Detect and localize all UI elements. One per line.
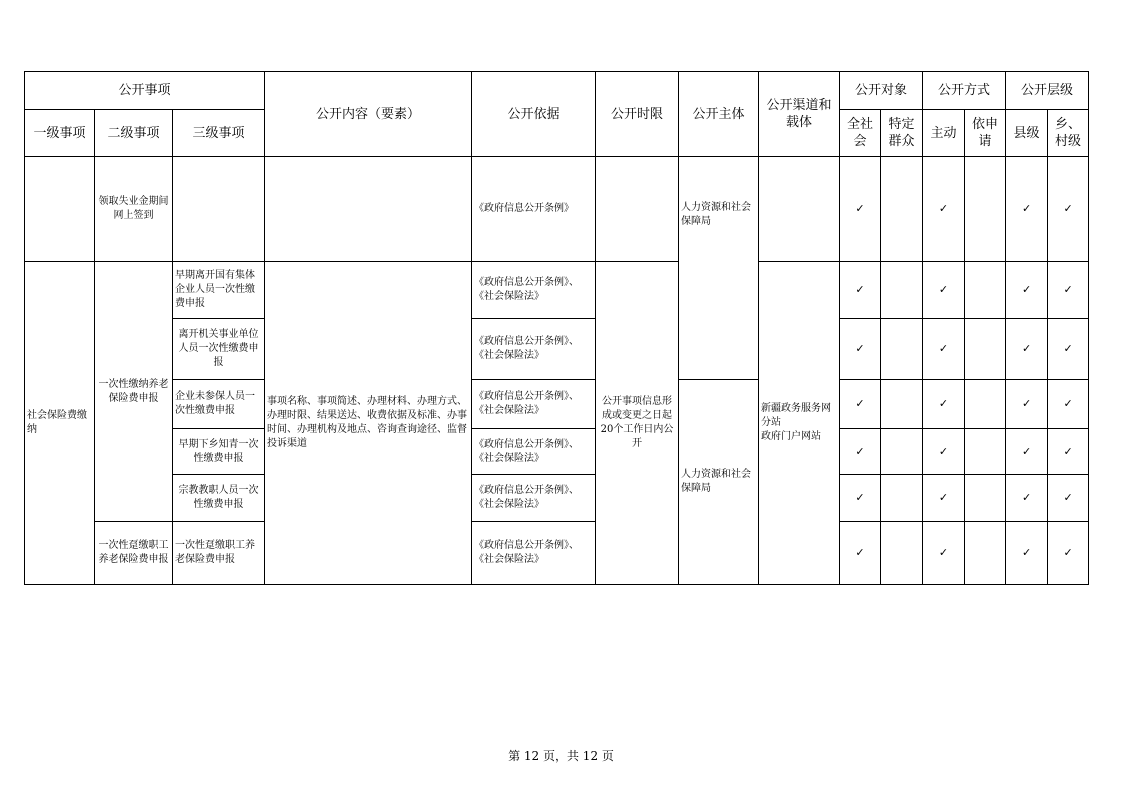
cell-basis: 《政府信息公开条例》、《社会保险法》 (472, 429, 596, 475)
disclosure-table (24, 71, 1089, 585)
check-mark (881, 522, 923, 585)
cell-level3: 早期下乡知青一次性缴费申报 (173, 429, 265, 475)
check-mark: ✓ (1006, 319, 1048, 380)
table-row (25, 429, 1089, 475)
cell-level2: 一次性趸缴职工养老保险费申报 (95, 522, 173, 585)
cell-basis: 《政府信息公开条例》 (472, 157, 596, 262)
cell-subject-merged: 人力资源和社会保障局 (679, 380, 759, 585)
cell-time-limit (596, 157, 679, 262)
header-level3: 三级事项 (173, 110, 265, 157)
cell-basis: 《政府信息公开条例》、《社会保险法》 (472, 380, 596, 429)
table-row (25, 319, 1089, 380)
header-method: 公开方式 (923, 72, 1006, 110)
header-target: 公开对象 (840, 72, 923, 110)
table-row (25, 475, 1089, 522)
table-row (25, 380, 1089, 429)
check-mark: ✓ (1006, 475, 1048, 522)
header-level2: 二级事项 (95, 110, 173, 157)
cell-level2-merged: 一次性缴纳养老保险费申报 (95, 262, 173, 522)
cell-basis: 《政府信息公开条例》、《社会保险法》 (472, 522, 596, 585)
cell-level3: 早期离开国有集体企业人员一次性缴费申报 (173, 262, 265, 319)
check-mark: ✓ (1048, 475, 1089, 522)
check-mark: ✓ (923, 429, 965, 475)
cell-time-limit-merged: 公开事项信息形成或变更之日起20个工作日内公开 (596, 262, 679, 585)
check-mark: ✓ (923, 319, 965, 380)
check-mark: ✓ (1006, 522, 1048, 585)
cell-level3: 离开机关事业单位人员一次性缴费申报 (173, 319, 265, 380)
check-mark (881, 319, 923, 380)
cell-channel-merged: 新疆政务服务网分站 政府门户网站 (759, 262, 840, 585)
header-subject: 公开主体 (679, 72, 759, 157)
cell-channel (759, 157, 840, 262)
cell-basis: 《政府信息公开条例》、《社会保险法》 (472, 319, 596, 380)
cell-level3: 一次性趸缴职工养老保险费申报 (173, 522, 265, 585)
check-mark: ✓ (840, 262, 881, 319)
check-mark: ✓ (1048, 157, 1089, 262)
check-mark (965, 319, 1006, 380)
cell-level3: 企业未参保人员一次性缴费申报 (173, 380, 265, 429)
cell-level1 (25, 157, 95, 262)
check-mark: ✓ (923, 262, 965, 319)
cell-basis: 《政府信息公开条例》、《社会保险法》 (472, 475, 596, 522)
header-public-item: 公开事项 (25, 72, 265, 110)
check-mark: ✓ (1006, 157, 1048, 262)
header-method-active: 主动 (923, 110, 965, 157)
check-mark: ✓ (840, 319, 881, 380)
check-mark: ✓ (840, 429, 881, 475)
cell-level1-merged: 社会保险费缴纳 (25, 262, 95, 585)
check-mark: ✓ (923, 522, 965, 585)
header-tier: 公开层级 (1006, 72, 1089, 110)
check-mark (881, 429, 923, 475)
check-mark (881, 157, 923, 262)
check-mark: ✓ (840, 157, 881, 262)
table-row (25, 157, 1089, 262)
header-channel: 公开渠道和载体 (759, 72, 840, 157)
header-tier-county: 县级 (1006, 110, 1048, 157)
check-mark (965, 157, 1006, 262)
check-mark: ✓ (840, 380, 881, 429)
cell-level3 (173, 157, 265, 262)
header-target-all: 全社会 (840, 110, 881, 157)
check-mark: ✓ (1048, 262, 1089, 319)
cell-level3: 宗教教职人员一次性缴费申报 (173, 475, 265, 522)
check-mark: ✓ (840, 475, 881, 522)
check-mark: ✓ (1048, 522, 1089, 585)
check-mark (965, 429, 1006, 475)
check-mark (965, 475, 1006, 522)
check-mark: ✓ (1006, 380, 1048, 429)
cell-content (265, 157, 472, 262)
check-mark: ✓ (923, 475, 965, 522)
check-mark: ✓ (1006, 429, 1048, 475)
header-target-specific: 特定群众 (881, 110, 923, 157)
check-mark: ✓ (1048, 429, 1089, 475)
check-mark: ✓ (1006, 262, 1048, 319)
check-mark (881, 475, 923, 522)
check-mark: ✓ (840, 522, 881, 585)
cell-content-merged: 事项名称、事项简述、办理材料、办理方式、办理时限、结果送达、收费依据及标准、办事时间、办理机构及地点、咨询查询途径、监督投诉渠道 (265, 262, 472, 585)
check-mark (965, 262, 1006, 319)
header-level1: 一级事项 (25, 110, 95, 157)
header-time-limit: 公开时限 (596, 72, 679, 157)
check-mark (881, 380, 923, 429)
check-mark: ✓ (1048, 380, 1089, 429)
cell-level2: 领取失业金期间网上签到 (95, 157, 173, 262)
cell-basis: 《政府信息公开条例》、《社会保险法》 (472, 262, 596, 319)
table-row (25, 522, 1089, 585)
page-number: 第 12 页，共 12 页 (508, 749, 614, 763)
header-method-request: 依申请 (965, 110, 1006, 157)
header-tier-village: 乡、村级 (1048, 110, 1089, 157)
check-mark: ✓ (923, 157, 965, 262)
check-mark: ✓ (923, 380, 965, 429)
cell-subject: 人力资源和社会保障局 (679, 157, 759, 380)
check-mark (965, 380, 1006, 429)
header-basis: 公开依据 (472, 72, 596, 157)
check-mark (881, 262, 923, 319)
check-mark (965, 522, 1006, 585)
table-row (25, 262, 1089, 319)
header-content: 公开内容（要素） (265, 72, 472, 157)
check-mark: ✓ (1048, 319, 1089, 380)
